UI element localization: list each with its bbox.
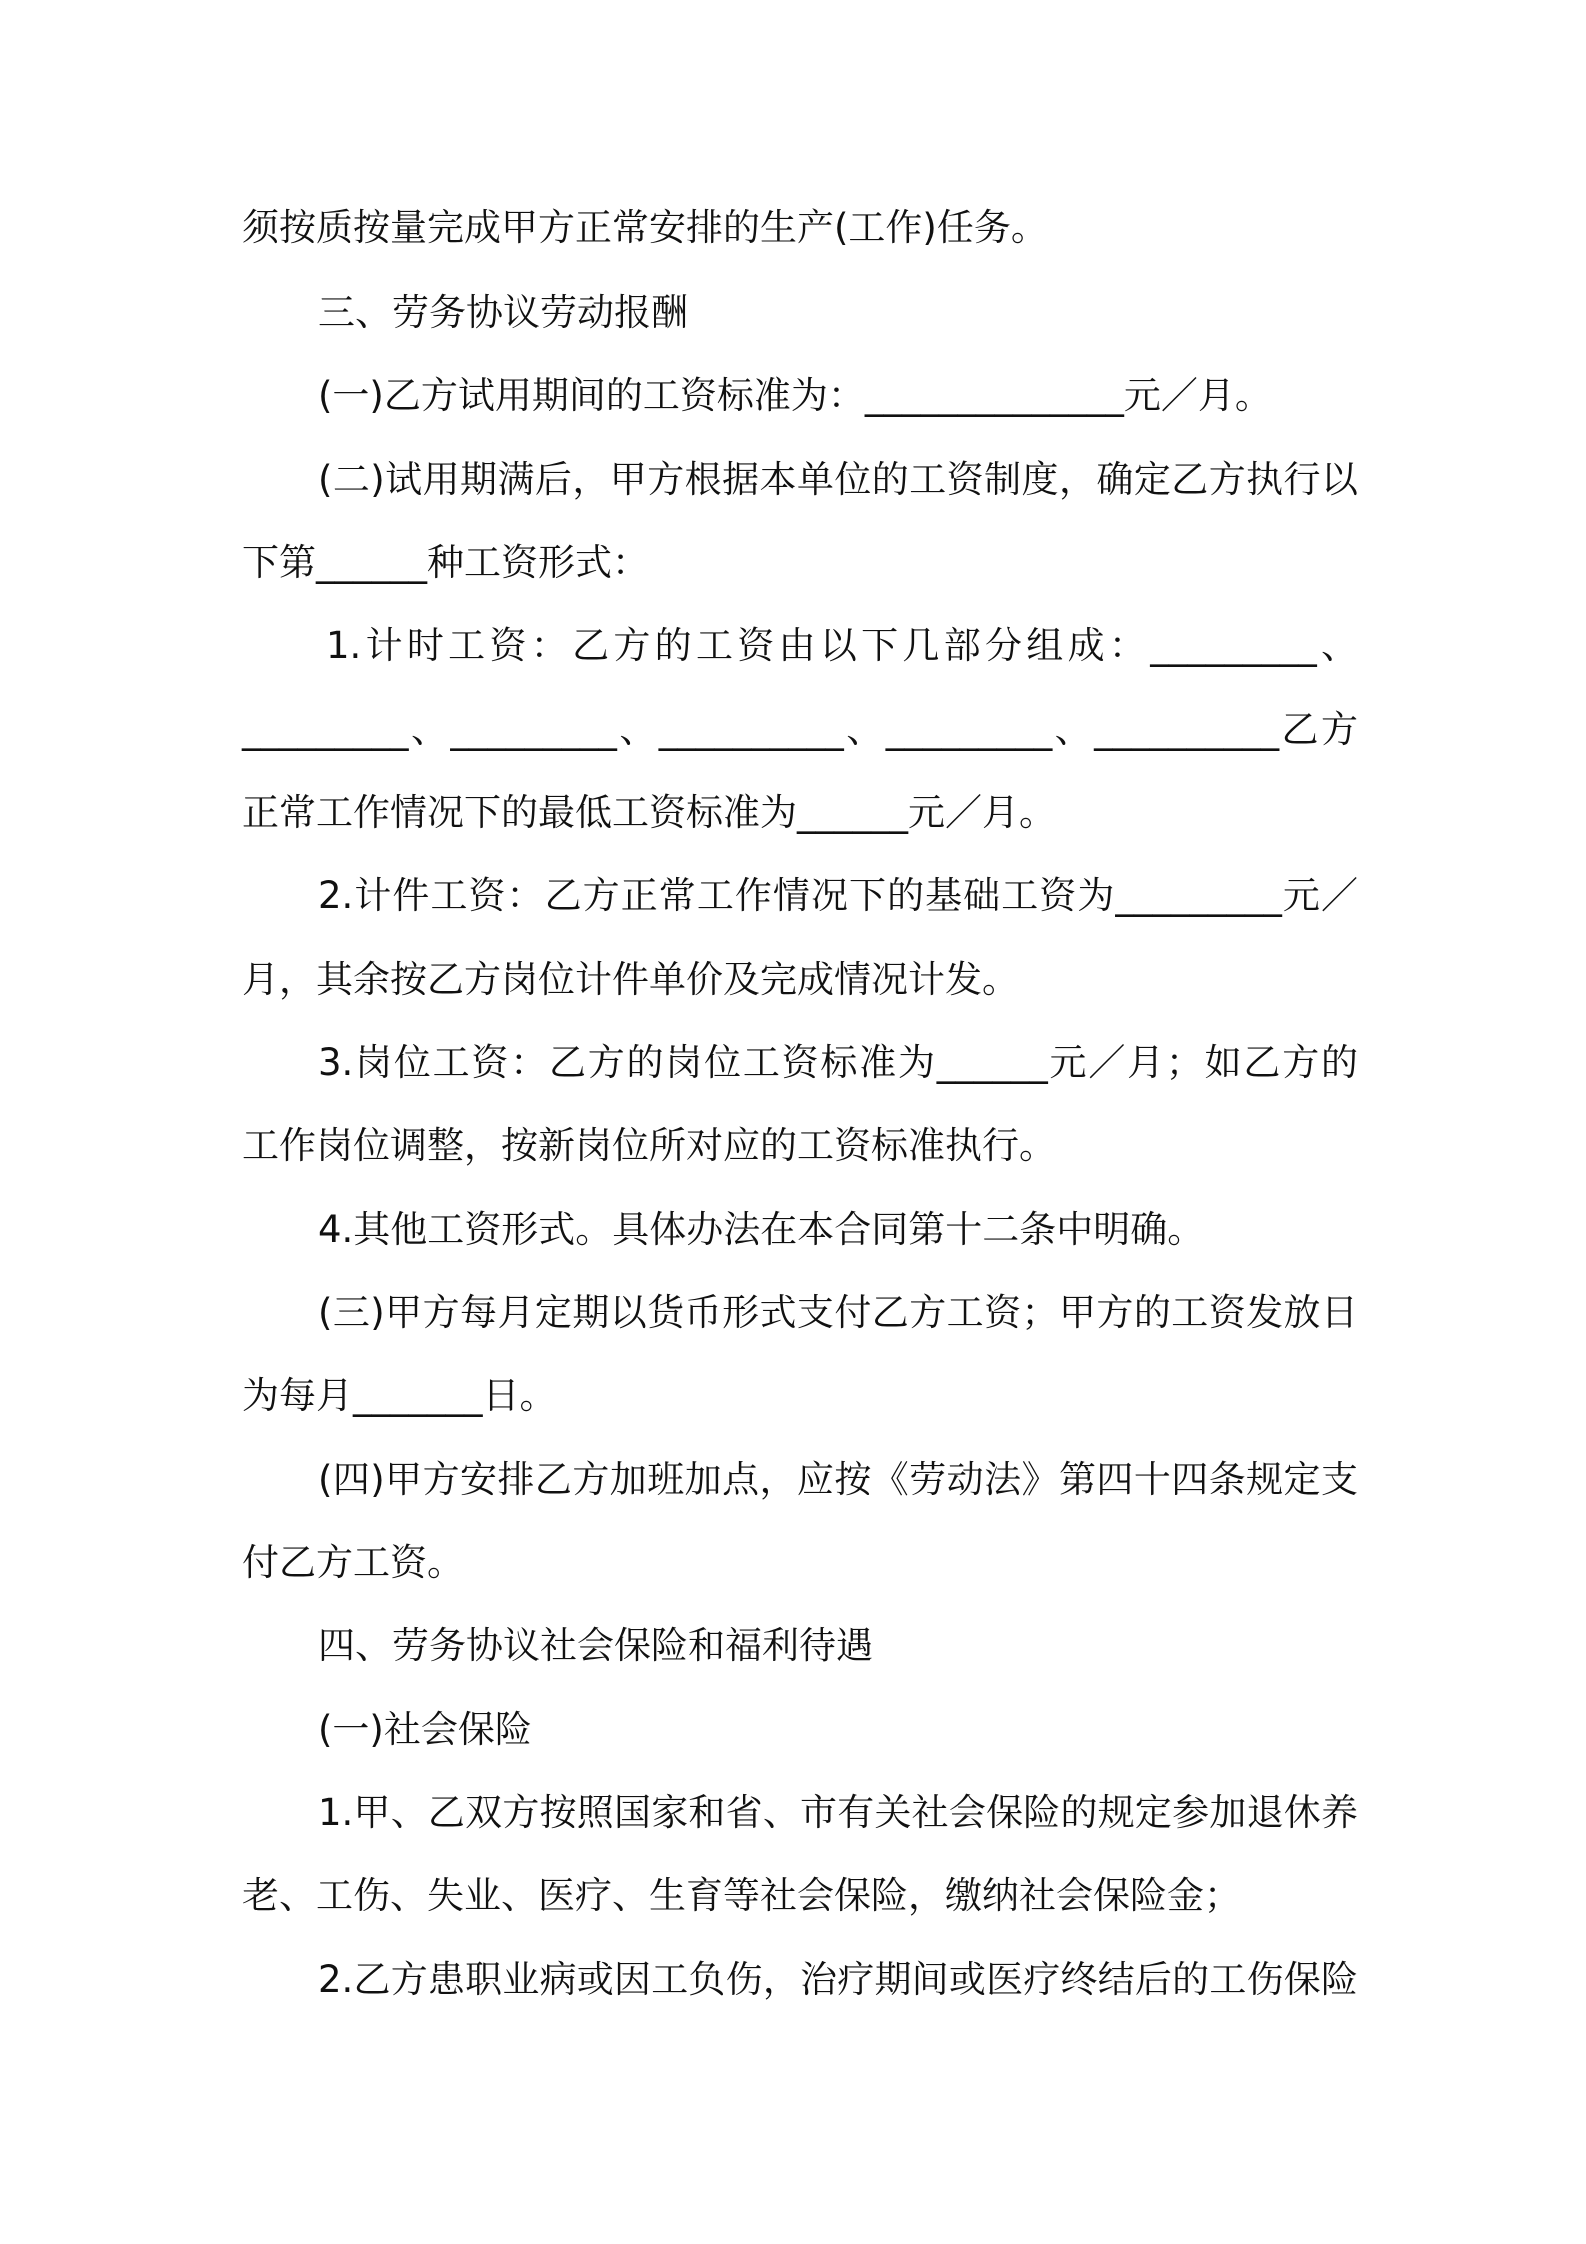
text-line: (四)甲方安排乙方加班加点，应按《劳动法》第四十四条规定支: [318, 1458, 1358, 1501]
text-line: 3.岗位工资：乙方的岗位工资标准为______元／月；如乙方的: [318, 1041, 1358, 1084]
text-line: 4.其他工资形式。具体办法在本合同第十二条中明确。: [318, 1208, 1205, 1251]
text-line: 付乙方工资。: [242, 1541, 464, 1584]
subsection-heading: (一)社会保险: [318, 1708, 532, 1751]
text-line: _________、_________、__________、_________、__________乙方: [242, 708, 1358, 751]
text-line: (二)试用期满后，甲方根据本单位的工资制度，确定乙方执行以: [318, 458, 1358, 501]
text-line: 老、工伤、失业、医疗、生育等社会保险，缴纳社会保险金；: [242, 1874, 1241, 1917]
text-line: 正常工作情况下的最低工资标准为______元／月。: [242, 791, 1056, 834]
section-heading: 三、劳务协议劳动报酬: [318, 291, 688, 334]
text-line: 须按质按量完成甲方正常安排的生产(工作)任务。: [242, 206, 1048, 249]
text-line: 下第______种工资形式：: [242, 541, 649, 584]
text-line: (三)甲方每月定期以货币形式支付乙方工资；甲方的工资发放日: [318, 1291, 1358, 1334]
text-line: 1.甲、乙双方按照国家和省、市有关社会保险的规定参加退休养: [318, 1791, 1358, 1834]
text-line: 工作岗位调整，按新岗位所对应的工资标准执行。: [242, 1124, 1056, 1167]
text-line: 2.乙方患职业病或因工负伤，治疗期间或医疗终结后的工伤保险: [318, 1958, 1358, 2001]
text-line: 月，其余按乙方岗位计件单价及完成情况计发。: [242, 958, 1019, 1001]
text-line: (一)乙方试用期间的工资标准为：______________元／月。: [318, 374, 1272, 417]
text-line: 为每月_______日。: [242, 1374, 557, 1417]
section-heading: 四、劳务协议社会保险和福利待遇: [318, 1624, 873, 1667]
text-line: 1.计时工资：乙方的工资由以下几部分组成：_________、: [326, 624, 1358, 667]
text-line: 2.计件工资：乙方正常工作情况下的基础工资为_________元／: [318, 874, 1358, 917]
